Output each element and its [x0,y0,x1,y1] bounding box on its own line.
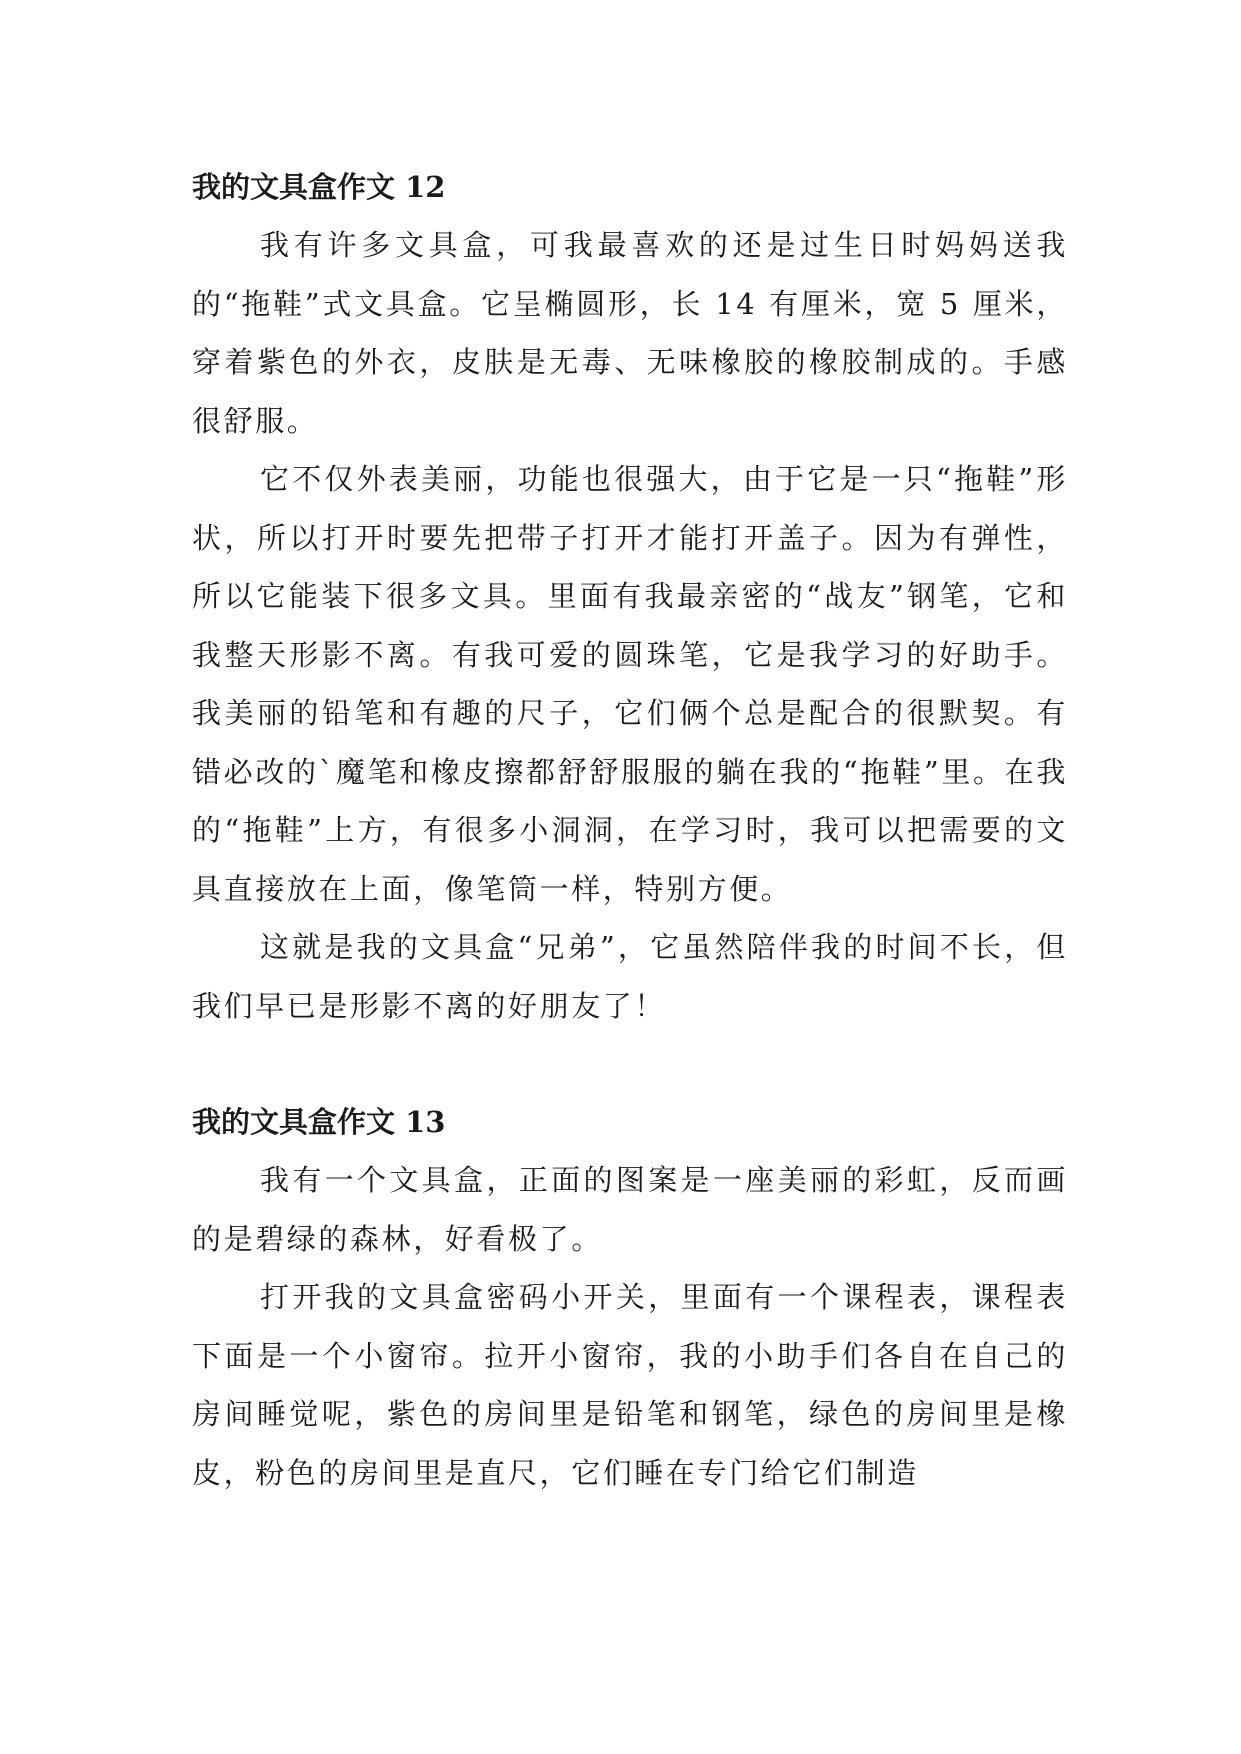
essay-13-paragraph-2: 打开我的文具盒密码小开关，里面有一个课程表，课程表下面是一个小窗帘。拉开小窗帘，我的小助手们各自在自己的房间睡觉呢，紫色的房间里是铅笔和钢笔，绿色的房间里是橡皮，粉色的房间里是直尺，它们睡在专门给它们制造 [192,1280,1068,1490]
essay-12-paragraph-3: 这就是我的文具盒“兄弟”，它虽然陪伴我的时间不长，但我们早已是形影不离的好朋友了！ [192,930,1068,1023]
essay-12-title: 我的文具盒作文 12 [192,170,446,204]
essay-13 [192,1093,1068,1502]
essay-12-paragraph-2: 它不仅外表美丽，功能也很强大，由于它是一只“拖鞋”形状，所以打开时要先把带子打开才能打开盖子。因为有弹性，所以它能装下很多文具。里面有我最亲密的“战友”钢笔，它和我整天形影不离。有我可爱的圆珠笔，它是我学习的好助手。我美丽的铅笔和有趣的尺子，它们俩个总是配合的很默契。有错必改的`魔笔和橡皮擦都舒舒服服的躺在我的“拖鞋”里。在我的“拖鞋”上方，有很多小洞洞，在学习时，我可以把需要的文具直接放在上面，像笔筒一样，特别方便。 [192,462,1068,906]
essay-12 [192,158,1068,1035]
document-page [192,158,1068,1502]
essay-13-paragraph-1: 我有一个文具盒，正面的图案是一座美丽的彩虹，反而画的是碧绿的森林，好看极了。 [192,1163,1068,1256]
essay-13-title: 我的文具盒作文 13 [192,1105,446,1139]
essay-12-paragraph-1: 我有许多文具盒，可我最喜欢的还是过生日时妈妈送我的“拖鞋”式文具盒。它呈椭圆形，长 14 有厘米，宽 5 厘米，穿着紫色的外衣，皮肤是无毒、无味橡胶的橡胶制成的。手感很舒服。 [192,228,1068,438]
section-spacer [192,1035,1068,1093]
